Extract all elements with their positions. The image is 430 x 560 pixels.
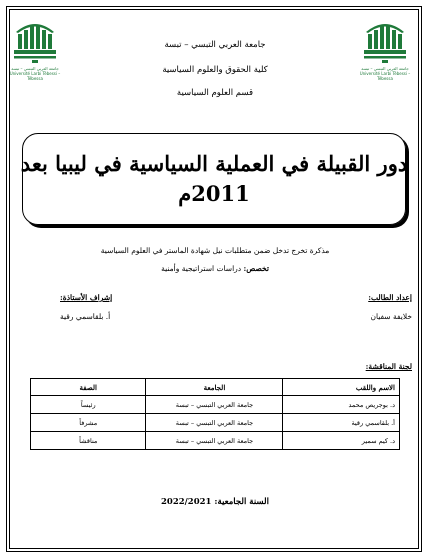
logo-caption-right xyxy=(356,66,414,81)
jury-header-role: الصفة xyxy=(31,379,146,396)
jury-member-university: جامعة العربي التبسي – تبسة xyxy=(146,414,283,432)
logo-caption-left xyxy=(6,66,64,81)
specialization xyxy=(40,264,390,274)
logo-caption-line1: جامعة العربي التبسي – تبسة xyxy=(11,66,59,71)
table-row xyxy=(31,414,400,432)
jury-member-name: د. كيم سمير xyxy=(283,432,400,450)
supervisor-label: إشراف الأستاذة: xyxy=(60,293,113,302)
department-name: قسم العلوم السياسية xyxy=(176,88,254,98)
university-name: جامعة العربي التبسي – تبسة xyxy=(164,40,266,50)
specialization-label: تخصص: xyxy=(243,264,269,273)
jury-member-name: أ. بلقاسمي رقية xyxy=(283,414,400,432)
memo-description: مذكرة تخرج تدخل ضمن متطلبات نيل شهادة الماستر في العلوم السياسية xyxy=(100,246,330,255)
jury-title: لجنة المناقشة: xyxy=(365,362,412,371)
jury-member-role: مناقشاً xyxy=(31,432,146,450)
jury-member-university: جامعة العربي التبسي – تبسة xyxy=(146,432,283,450)
table-row xyxy=(31,432,400,450)
academic-year: السنة الجامعية: 2022/2021 xyxy=(161,497,269,507)
student-name: خلايفة سفيان xyxy=(370,312,412,321)
faculty-name: كلية الحقوق والعلوم السياسية xyxy=(162,65,268,75)
thesis-title-line2: 2011م xyxy=(178,181,250,206)
thesis-title-line1: دور القبيلة في العملية السياسية في ليبيا بعد xyxy=(20,151,408,176)
thesis-title-box xyxy=(22,133,406,225)
university-emblem-icon xyxy=(362,20,408,64)
jury-header-name: الاسم واللقب xyxy=(283,379,400,396)
jury-member-name: د. بوجريص محمد xyxy=(283,396,400,414)
jury-member-role: رئيساً xyxy=(31,396,146,414)
logo-caption-line1: جامعة العربي التبسي – تبسة xyxy=(361,66,409,71)
student-label: إعداد الطالب: xyxy=(368,293,412,302)
jury-member-role: مشرفاً xyxy=(31,414,146,432)
jury-table xyxy=(30,378,400,450)
jury-header-row xyxy=(31,379,400,396)
university-emblem-icon xyxy=(12,20,58,64)
table-row xyxy=(31,396,400,414)
jury-header-university: الجامعة xyxy=(146,379,283,396)
logo-caption-line2: Université Larbi Tébessi – Tébessa xyxy=(359,71,411,81)
specialization-value: دراسات استراتيجية وأمنية xyxy=(161,264,242,273)
logo-caption-line2: Université Larbi Tébessi – Tébessa xyxy=(9,71,61,81)
jury-member-university: جامعة العربي التبسي – تبسة xyxy=(146,396,283,414)
supervisor-name: أ. بلقاسمي رقية xyxy=(60,312,111,321)
